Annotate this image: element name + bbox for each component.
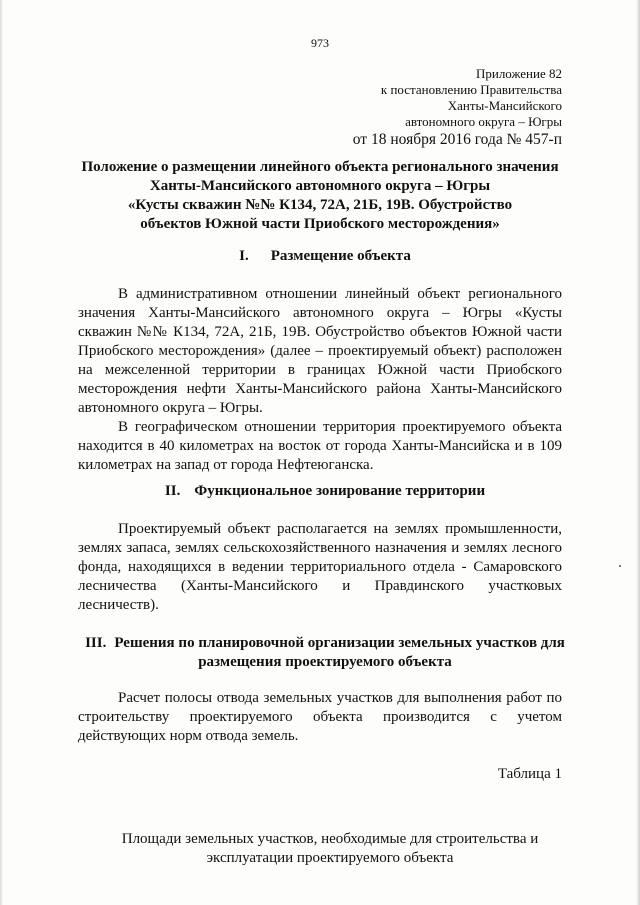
text-line: Проектируемый объект располагается на землях промышленности,: [118, 521, 562, 537]
appendix-block: [353, 66, 562, 150]
section-3-paragraph-1: [78, 689, 562, 746]
appendix-line-1: Приложение 82: [475, 66, 562, 81]
appendix-line-3: Ханты-Мансийского: [447, 98, 562, 113]
scan-edge-right: [636, 0, 640, 905]
text-line: лесничеств).: [78, 597, 159, 613]
section-1-paragraph-2: [78, 418, 562, 475]
section-heading-1: [60, 247, 590, 266]
appendix-line-4: автономного округа – Югры: [405, 114, 562, 129]
section-heading-2: [60, 482, 590, 501]
page-number: 973: [311, 36, 329, 50]
document-title: [60, 158, 580, 234]
text-line: землях запаса, землях сельскохозяйственного назначения и землях лесного: [78, 540, 562, 556]
text-line: значения Ханты-Мансийского автономного округа – Югры «Кусты: [78, 305, 562, 321]
text-line: месторождения нефти Ханты-Мансийского района Ханты-Мансийского: [78, 381, 562, 397]
scan-edge-left: [0, 0, 3, 905]
text-line: фонда, находящихся в ведении территориального отдела - Самаровского: [78, 559, 562, 575]
text-line: находится в 40 километрах на восток от города Ханты-Мансийска и в 109: [78, 438, 562, 454]
text-line: В административном отношении линейный объект регионального: [118, 286, 562, 302]
section-title: Размещение объекта: [270, 248, 411, 264]
section-1-paragraph-1: [78, 285, 562, 418]
title-line: объектов Южной части Приобского месторождения»: [140, 216, 500, 232]
text-line: на межселенной территории в границах Южной части Приобского: [78, 362, 562, 378]
section-number: I.: [239, 248, 249, 264]
section-number: III.: [85, 635, 107, 651]
section-2-paragraph-1: [78, 520, 562, 615]
text-line: строительству проектируемого объекта производится с учетом: [78, 709, 562, 725]
text-line: скважин №№ К134, 72А, 21Б, 19В. Обустройство объектов Южной части: [78, 324, 562, 340]
section-title: Функциональное зонирование территории: [194, 483, 486, 499]
appendix-line-2: к постановлению Правительства: [380, 82, 562, 97]
title-line: Положение о размещении линейного объекта регионального значения: [81, 159, 559, 175]
text-line: действующих норм отвода земель.: [78, 728, 299, 744]
table-label: Таблица 1: [497, 766, 562, 782]
section-heading-line: размещения проектируемого объекта: [198, 654, 452, 670]
table-caption-line: Площади земельных участков, необходимые для строительства и: [121, 831, 539, 847]
section-heading-line: [60, 634, 590, 653]
text-line: Приобского месторождения» (далее – проектируемый объект) расположен: [78, 343, 562, 359]
scan-speck: [619, 565, 621, 567]
table-caption: [60, 830, 600, 868]
text-line: лесничества (Ханты-Мансийского и Правдинского участковых: [78, 578, 562, 594]
title-line: «Кусты скважин №№ К134, 72А, 21Б, 19В. Обустройство: [127, 197, 513, 213]
appendix-date-line: от 18 ноября 2016 года № 457-п: [352, 131, 562, 148]
section-heading-3: [60, 634, 590, 672]
section-number: II.: [164, 483, 181, 499]
title-line: Ханты-Мансийского автономного округа – Югры: [149, 178, 491, 194]
section-title: Решения по планировочной организации земельных участков для: [114, 635, 565, 651]
text-line: Расчет полосы отвода земельных участков для выполнения работ по: [118, 690, 562, 706]
table-caption-line: эксплуатации проектируемого объекта: [206, 850, 454, 866]
text-line: автономного округа – Югры.: [78, 400, 263, 416]
text-line: километрах на запад от города Нефтеюганска.: [78, 457, 374, 473]
text-line: В географическом отношении территория проектируемого объекта: [118, 419, 562, 435]
